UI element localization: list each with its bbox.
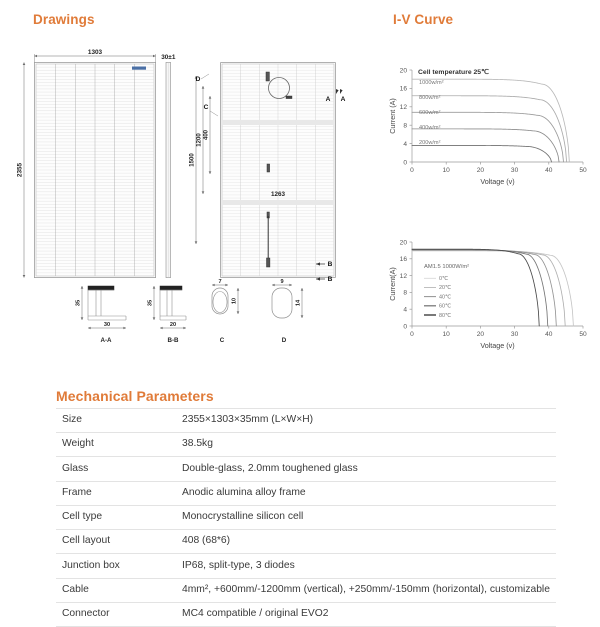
dimension-arrow [88, 327, 91, 330]
parameter-name: Glass [56, 457, 176, 481]
y-tick-label: 0 [403, 159, 407, 167]
y-tick-label: 0 [403, 323, 407, 331]
parameter-value: 38.5kg [176, 433, 556, 457]
series-curve [412, 145, 552, 162]
parameter-value: 4mm², +600mm/-1200mm (vertical), +250mm/-150mm (horizontal), customizable [176, 578, 556, 602]
dimension-label: 14 [295, 299, 302, 307]
irradiance-iv-chart [378, 58, 596, 198]
table-row [56, 554, 556, 578]
junction-box [267, 258, 270, 267]
detail-inner-c [213, 292, 227, 313]
legend-label: 40℃ [439, 294, 452, 301]
dimension-label: 1263 [270, 191, 286, 198]
parameter-name: Cell type [56, 505, 176, 529]
table-row [56, 505, 556, 529]
parameter-name: Frame [56, 481, 176, 505]
table-row [56, 409, 556, 433]
x-axis-label: Voltage (v) [480, 177, 515, 186]
dimension-label: 1303 [87, 48, 103, 56]
leader-line [201, 74, 209, 79]
callout-a: A [325, 96, 331, 103]
dimension-arrow [289, 284, 292, 287]
callout-b2: B [327, 276, 333, 283]
parameter-value: Anodic alumina alloy frame [176, 481, 556, 505]
parameter-name: Size [56, 409, 176, 433]
dimension-arrow [81, 317, 84, 320]
brand-logo [132, 67, 146, 70]
dimension-label: 1200 [196, 133, 203, 147]
dimension-arrow [237, 288, 240, 291]
series-label: 200w/m² [419, 140, 441, 146]
y-tick-label: 12 [399, 104, 407, 112]
mechanical-parameters-title: Mechanical Parameters [56, 388, 214, 404]
section-arrow [316, 277, 320, 280]
x-tick-label: 30 [510, 331, 519, 338]
series-label: 800w/m² [419, 95, 441, 101]
y-tick-label: 20 [399, 239, 407, 247]
dimension-arrow [23, 62, 26, 65]
table-row [56, 433, 556, 457]
dimension-label: 1500 [189, 153, 196, 167]
y-tick-label: 4 [403, 140, 407, 148]
detail-caption-c: C [219, 337, 225, 344]
x-tick-label: 0 [410, 331, 414, 338]
dimension-arrow [301, 315, 304, 318]
parameter-value: Monocrystalline silicon cell [176, 505, 556, 529]
dimension-label: 35 [75, 299, 82, 307]
y-tick-label: 8 [403, 122, 407, 130]
table-row [56, 602, 556, 626]
section-band [222, 200, 334, 205]
drawings-panel [0, 30, 370, 370]
dimension-label: 20 [169, 321, 177, 328]
detail-caption-d: D [281, 337, 287, 344]
x-tick-label: 10 [442, 167, 450, 174]
dimension-arrow [153, 55, 156, 58]
detail-shape-c [212, 288, 228, 314]
junction-box [266, 72, 269, 81]
y-tick-label: 20 [399, 67, 407, 75]
connector [286, 96, 292, 99]
table-row [56, 457, 556, 481]
detail-caption-bb: B-B [167, 337, 179, 344]
series-curve [412, 79, 569, 162]
dimension-arrow [153, 317, 156, 320]
y-tick-label: 16 [399, 85, 407, 93]
dimension-arrow [195, 241, 198, 244]
x-tick-label: 50 [579, 167, 587, 174]
section-arrow [340, 89, 343, 94]
callout-b: B [327, 261, 333, 268]
y-tick-label: 4 [403, 306, 407, 314]
dimension-arrow [123, 327, 126, 330]
y-axis-label: Current(A) [388, 267, 397, 301]
series-curve [412, 251, 573, 326]
callout-c: C [203, 104, 209, 111]
callout-a2: A [340, 96, 346, 103]
dimension-arrow [81, 286, 84, 289]
x-tick-label: 40 [545, 331, 553, 338]
thickness-label: 30±1 [161, 54, 176, 61]
technical-drawings-svg [0, 30, 370, 370]
x-tick-label: 50 [579, 331, 587, 338]
dimension-label: 10 [231, 297, 238, 305]
leader-line [210, 111, 218, 116]
dimension-arrow [153, 286, 156, 289]
dimension-label: 7 [218, 278, 222, 285]
temperature-chart-svg [378, 232, 596, 360]
dimension-label: 9 [280, 278, 284, 285]
junction-box [267, 164, 270, 172]
legend-label: 60℃ [439, 303, 452, 310]
parameter-name: Cell layout [56, 530, 176, 554]
parameter-value: IP68, split-type, 3 diodes [176, 554, 556, 578]
dimension-label: 2355 [16, 162, 24, 178]
dimension-arrow [202, 86, 205, 89]
section-band [222, 120, 334, 125]
legend-label: 20℃ [439, 285, 452, 292]
x-tick-label: 20 [476, 331, 485, 338]
parameter-name: Cable [56, 578, 176, 602]
x-tick-label: 20 [476, 167, 485, 174]
series-label: 1000w/m² [419, 80, 444, 86]
y-tick-label: 8 [403, 289, 407, 297]
dimension-arrow [272, 284, 275, 287]
detail-glass-aa [88, 286, 114, 290]
detail-glass-bb [160, 286, 182, 290]
chart-title: AM1.5 1000W/m² [424, 264, 470, 270]
y-axis-label: Current (A) [388, 98, 397, 134]
table-row [56, 578, 556, 602]
temperature-iv-chart [378, 232, 596, 360]
section-arrow [336, 89, 339, 94]
dimension-arrow [209, 96, 212, 99]
y-tick-label: 16 [399, 256, 407, 264]
irradiance-chart-svg [378, 58, 596, 198]
callout-d: D [195, 76, 201, 83]
dimension-label: 400 [203, 129, 210, 141]
dimension-arrow [23, 275, 26, 278]
parameter-name: Weight [56, 433, 176, 457]
dimension-label: 30 [103, 321, 111, 328]
dimension-arrow [301, 288, 304, 291]
parameter-value: MC4 compatible / original EVO2 [176, 602, 556, 626]
series-label: 600w/m² [419, 110, 441, 116]
dimension-arrow [212, 284, 215, 287]
parameter-name: Connector [56, 602, 176, 626]
table-row [56, 481, 556, 505]
dimension-arrow [34, 55, 37, 58]
x-axis-label: Voltage (v) [480, 341, 515, 350]
parameter-value: Double-glass, 2.0mm toughened glass [176, 457, 556, 481]
dimension-arrow [209, 171, 212, 174]
x-tick-label: 0 [410, 167, 414, 174]
parameter-value: 408 (68*6) [176, 530, 556, 554]
series-label: 400w/m² [419, 125, 441, 131]
mechanical-parameters-panel [56, 408, 556, 627]
iv-curve-section-title: I-V Curve [393, 12, 454, 27]
dimension-arrow [202, 191, 205, 194]
y-tick-label: 12 [399, 272, 407, 280]
drawings-section-title: Drawings [33, 12, 95, 27]
dimension-arrow [225, 284, 228, 287]
x-tick-label: 40 [545, 167, 553, 174]
dimension-arrow [183, 327, 186, 330]
mechanical-parameters-table [56, 408, 556, 627]
parameter-name: Junction box [56, 554, 176, 578]
chart-title: Cell temperature 25℃ [418, 69, 489, 76]
dimension-label: 35 [147, 299, 154, 307]
detail-caption-aa: A-A [100, 337, 112, 344]
legend-label: 80℃ [439, 312, 452, 319]
table-row [56, 530, 556, 554]
parameter-value: 2355×1303×35mm (L×W×H) [176, 409, 556, 433]
legend-label: 0℃ [439, 276, 449, 282]
x-tick-label: 30 [510, 167, 519, 174]
dimension-arrow [237, 311, 240, 314]
detail-shape-d [272, 288, 292, 318]
x-tick-label: 10 [442, 331, 450, 338]
series-curve [412, 112, 564, 162]
dimension-arrow [160, 327, 163, 330]
